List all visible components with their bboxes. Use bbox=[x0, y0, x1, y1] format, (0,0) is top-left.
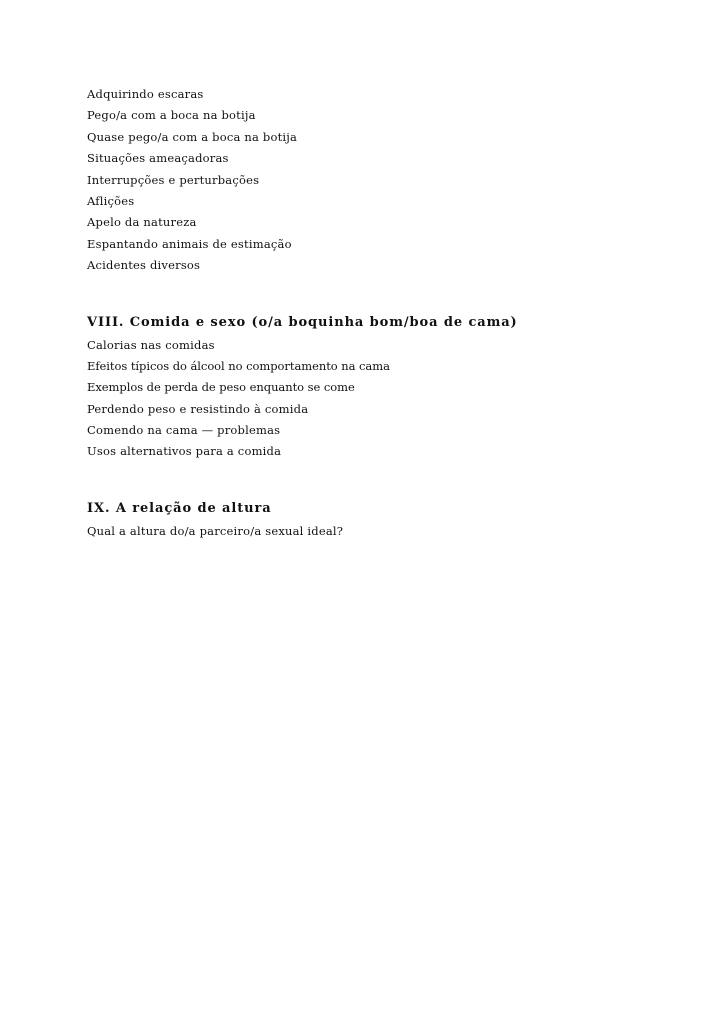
list-item: Acidentes diversos bbox=[87, 258, 201, 273]
list-item: Adquirindo escaras bbox=[87, 87, 204, 101]
list-item: Exemplos de perda de peso enquanto se come bbox=[87, 380, 355, 395]
list-item: Efeitos típicos do álcool no comportamento na cama bbox=[87, 358, 390, 373]
intro-list bbox=[87, 84, 687, 277]
list-item: Pego/a com a boca na botija bbox=[87, 108, 256, 123]
list-item: Perdendo peso e resistindo à comida bbox=[87, 401, 309, 416]
list-item: Qual a altura do/a parceiro/a sexual ideal? bbox=[87, 523, 344, 538]
list-item: Calorias nas comidas bbox=[87, 337, 215, 352]
section-heading: VIII. Comida e sexo (o/a boquinha bom/boa de cama) bbox=[87, 314, 518, 330]
list-item: Interrupções e perturbações bbox=[87, 172, 260, 187]
list-item: Situações ameaçadoras bbox=[87, 151, 229, 166]
list-item: Aflições bbox=[87, 193, 135, 208]
list-item: Apelo da natureza bbox=[87, 215, 197, 230]
list-item: Usos alternativos para a comida bbox=[87, 444, 282, 459]
section-viii bbox=[87, 311, 687, 463]
list-item: Quase pego/a com a boca na botija bbox=[87, 129, 298, 144]
section-ix bbox=[87, 497, 687, 542]
list-item: Espantando animais de estimação bbox=[87, 236, 292, 251]
list-item: Comendo na cama — problemas bbox=[87, 423, 281, 438]
section-heading: IX. A relação de altura bbox=[87, 500, 272, 516]
document-page bbox=[87, 84, 687, 542]
